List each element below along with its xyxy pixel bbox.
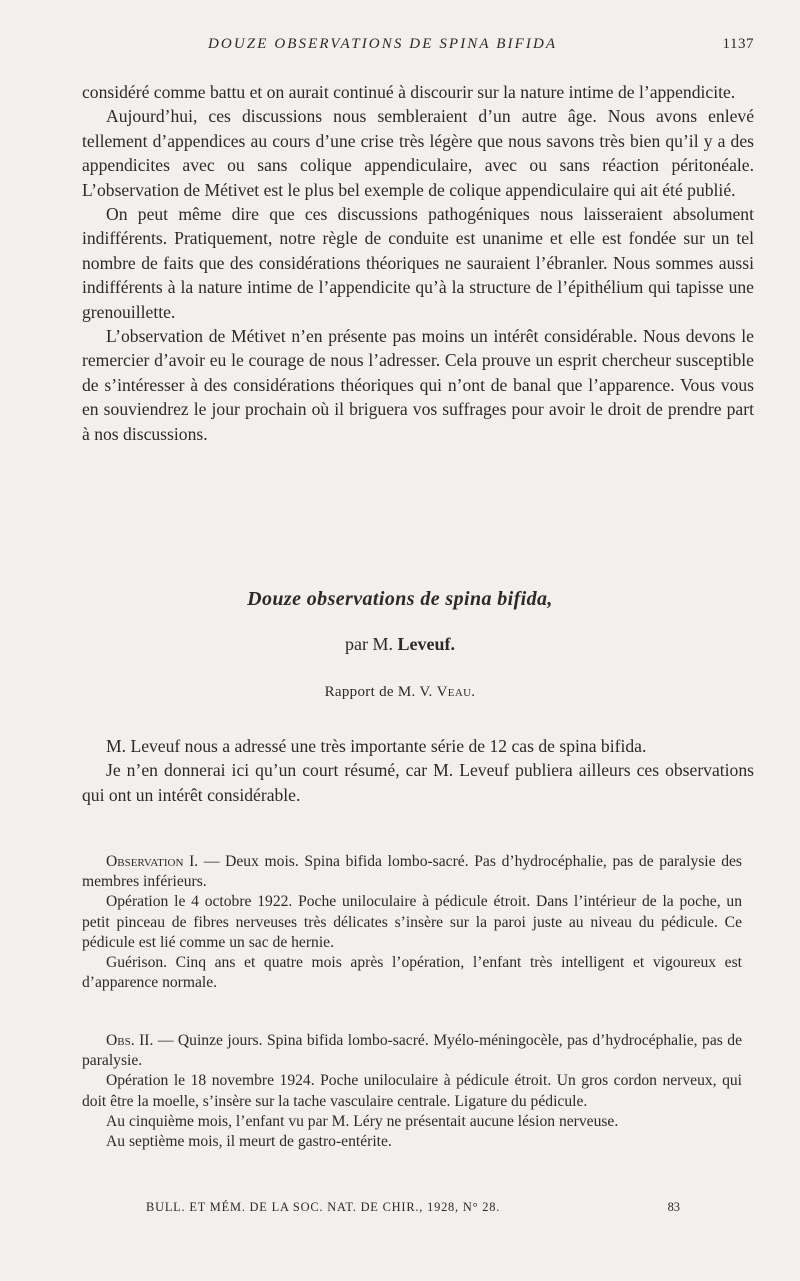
observation-paragraph: Guérison. Cinq ans et quatre mois après l’opération, l’enfant très intelligent et vigoureux est d’apparence normale.	[82, 954, 742, 992]
observation-2	[82, 1031, 742, 1152]
author-name: Leveuf.	[397, 634, 455, 654]
rapporteur-name: Veau.	[436, 684, 476, 700]
running-title: DOUZE OBSERVATIONS DE SPINA BIFIDA	[208, 36, 558, 52]
running-head	[0, 36, 800, 58]
report-paragraph: Je n’en donnerai ici qu’un court résumé, car M. Leveuf publiera ailleurs ces observations qui ont un intérêt considérable.	[82, 760, 754, 805]
observation-summary: — Deux mois. Spina bifida lombo-sacré. Pas d’hydrocéphalie, pas de paralysie des membres inférieurs.	[82, 853, 743, 891]
journal-citation: BULL. ET MÉM. DE LA SOC. NAT. DE CHIR., 1928, N° 28.	[146, 1200, 501, 1214]
page-number: 1137	[722, 36, 754, 52]
page-footer	[0, 1200, 800, 1220]
intro-text	[82, 80, 754, 446]
intro-paragraph: Aujourd’hui, ces discussions nous sembleraient d’un autre âge. Nous avons enlevé tellement d’appendices au cours d’une crise très légère que nous savons très bien qu’il y a des appendicites avec ou sans colique appendiculaire, avec ou sans réaction péritonéale. L’observation de Métivet est le plus bel exemple de colique appendiculaire qui ait été publié.	[82, 106, 754, 200]
observation-paragraph: Opération le 4 octobre 1922. Poche uniloculaire à pédicule étroit. Dans l’intérieur de la poche, un petit pinceau de fibres nerveuses très délicates s’insère sur la paroi juste au niveau du pédicule. Ce pédicule est lié comme un sac de hernie.	[82, 893, 742, 951]
observation-heading	[82, 1031, 742, 1071]
rapport-line	[0, 684, 800, 701]
rapport-prefix: Rapport de M. V.	[324, 684, 433, 700]
intro-paragraph: considéré comme battu et on aurait continué à discourir sur la nature intime de l’appendicite.	[82, 82, 736, 102]
article-title: Douze observations de spina bifida,	[247, 588, 553, 610]
observation-number: I.	[189, 853, 199, 870]
observation-number: II.	[139, 1032, 154, 1049]
intro-paragraph: L’observation de Métivet n’en présente pas moins un intérêt considérable. Nous devons le remercier d’avoir eu le courage de nous l’adresser. Cela prouve un esprit chercheur susceptible de s’intéresser à des considérations théoriques qui n’ont de banal que l’apparence. Vous vous en souviendrez le jour prochain où il briguera vos suffrages pour avoir le droit de prendre part à nos discussions.	[82, 326, 754, 444]
report-text	[82, 734, 754, 807]
observation-label: Observation	[106, 853, 184, 870]
observation-paragraph: Opération le 18 novembre 1924. Poche uniloculaire à pédicule étroit. Un gros cordon nerveux, qui doit être la moelle, s’insère sur la tache vasculaire centrale. Ligature du pédicule.	[82, 1072, 742, 1110]
observation-label: Obs.	[106, 1032, 135, 1049]
byline	[0, 634, 800, 655]
signature-mark: 83	[667, 1200, 680, 1214]
observation-summary: — Quinze jours. Spina bifida lombo-sacré. Myélo-méningocèle, pas d’hydrocéphalie, pas de paralysie.	[82, 1032, 743, 1070]
observation-heading	[82, 852, 742, 892]
intro-paragraph: On peut même dire que ces discussions pathogéniques nous laisseraient absolument indifférents. Pratiquement, notre règle de conduite est unanime et elle est fondée sur un tel nombre de faits que des considérations théoriques ne sauraient l’ébranler. Nous sommes aussi indifférents à la nature intime de l’appendicite qu’à la structure de l’épithélium qui tapisse une grenouillette.	[82, 204, 754, 322]
observation-paragraph: Au septième mois, il meurt de gastro-entérite.	[106, 1133, 392, 1151]
byline-prefix: par M.	[345, 634, 393, 654]
observation-paragraph: Au cinquième mois, l’enfant vu par M. Léry ne présentait aucune lésion nerveuse.	[106, 1112, 619, 1130]
report-paragraph: M. Leveuf nous a adressé une très importante série de 12 cas de spina bifida.	[106, 736, 647, 756]
observation-1	[82, 852, 742, 993]
